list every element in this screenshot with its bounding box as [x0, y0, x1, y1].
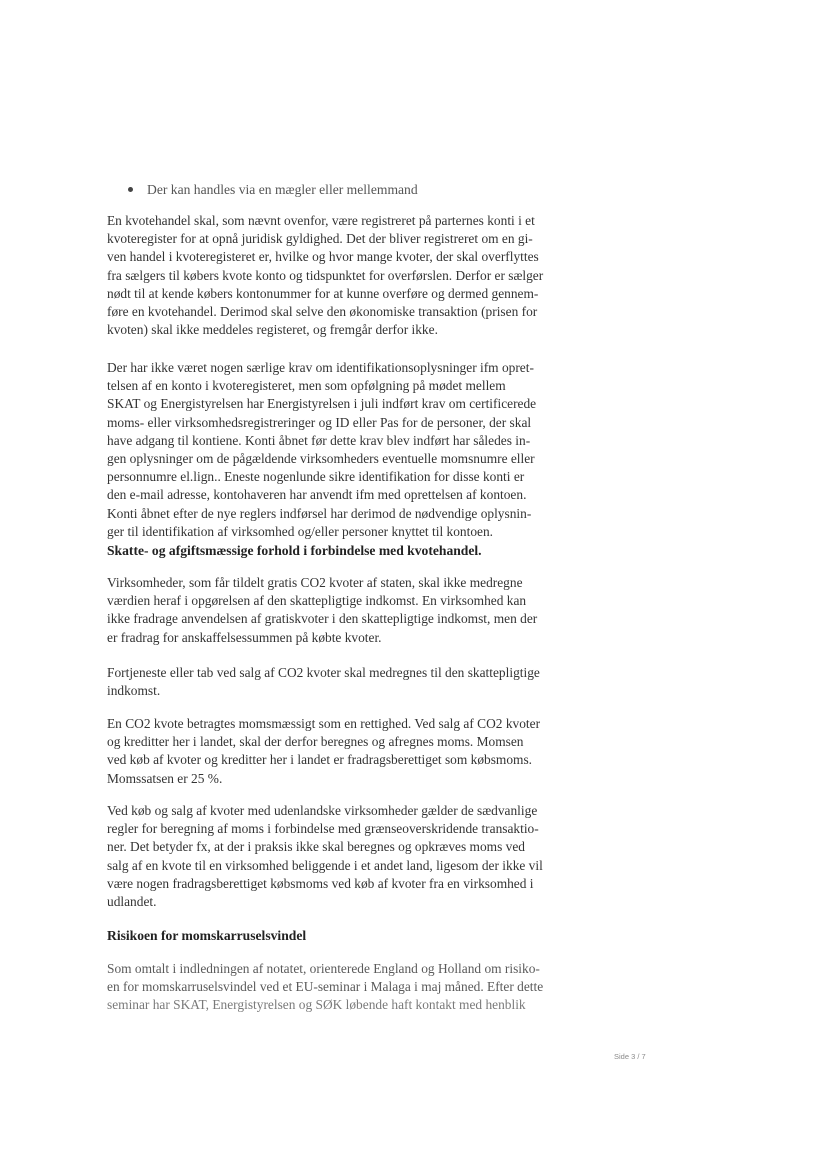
section-heading-risiko: Risikoen for momskarruselsvindel [107, 928, 307, 943]
text-line: føre en kvotehandel. Derimod skal selve den økonomiske transaktion (prisen for [107, 304, 538, 320]
text-line: En kvotehandel skal, som nævnt ovenfor, være registreret på parternes konti i et [107, 213, 535, 228]
text-line: Konti åbnet efter de nye reglers indførsel har derimod de nødvendige oplysnin- [107, 505, 532, 521]
text-line: moms- eller virksomhedsregistreringer og ID eller Pas for de personer, der skal [107, 414, 532, 430]
text-line: Fortjeneste eller tab ved salg af CO2 kvoter skal medregnes til den skattepligtige [107, 665, 540, 680]
text-line: Momssatsen er 25 %. [107, 770, 223, 786]
bullet-text: Der kan handles via en mægler eller mellemmand [147, 182, 418, 197]
paragraph-udenlandske-virksomheder [107, 802, 607, 911]
text-line: værdien heraf i opgørelsen af den skattepligtige indkomst. En virksomhed kan [107, 593, 527, 609]
text-line: regler for beregning af moms i forbindelse med grænseoverskridende transaktio- [107, 821, 539, 837]
paragraph-kvotehandel-registrering [107, 212, 607, 339]
text-line: ikke fradrage anvendelsen af gratiskvoter i den skattepligtige indkomst, men der [107, 611, 538, 627]
text-line: ner. Det betyder fx, at der i praksis ikke skal beregnes og opkræves moms ved [107, 839, 525, 855]
text-line: En CO2 kvote betragtes momsmæssigt som en rettighed. Ved salg af CO2 kvoter [107, 716, 541, 731]
bullet-icon [128, 187, 133, 192]
text-line: telsen af en konto i kvoteregisteret, men som opfølgning på mødet mellem [107, 378, 506, 394]
text-line: indkomst. [107, 683, 161, 699]
section-heading-skatteforhold: Skatte- og afgiftsmæssige forhold i forbindelse med kvotehandel. [107, 543, 482, 558]
page-number: Side 3 / 7 [614, 1052, 646, 1061]
text-line: er fradrag for anskaffelsessummen på købte kvoter. [107, 629, 382, 645]
text-line: Ved køb og salg af kvoter med udenlandske virksomheder gælder de sædvanlige [107, 803, 538, 818]
text-line: kvoteregister for at opnå juridisk gyldighed. Det der bliver registreret om en gi- [107, 231, 533, 247]
text-line: ved køb af kvoter og kreditter her i landet er fradragsberettiget som købsmoms. [107, 752, 533, 768]
text-line: SKAT og Energistyrelsen har Energistyrelsen i juli indført krav om certificerede [107, 396, 537, 412]
text-line: personnumre el.lign.. Eneste nogenlunde sikre identifikation for disse konti er [107, 469, 525, 485]
text-line: salg af en kvote til en virksomhed beliggende i et andet land, ligesom der ikke vil [107, 857, 543, 873]
paragraph-fortjeneste [107, 664, 607, 700]
paragraph-gratiskvoter [107, 574, 607, 647]
text-line: gen oplysninger om de pågældende virksomheders eventuelle momsnumre eller [107, 451, 535, 467]
text-line: og kreditter her i landet, skal der derfor beregnes og afregnes moms. Momsen [107, 734, 524, 750]
text-line: den e-mail adresse, kontohaveren har anvendt ifm med oprettelsen af kontoen. [107, 487, 527, 503]
text-line: ger til identifikation af virksomhed og/eller personer knyttet til kontoen. [107, 523, 494, 539]
text-line: udlandet. [107, 894, 157, 910]
text-line: en for momskarruselsvindel ved et EU-seminar i Malaga i maj måned. Efter dette [107, 979, 544, 995]
text-line: Som omtalt i indledningen af notatet, orienterede England og Holland om risiko- [107, 961, 540, 976]
text-line: Der har ikke været nogen særlige krav om identifikationsoplysninger ifm opret- [107, 360, 534, 375]
bullet-item [128, 181, 418, 199]
text-line: ven handel i kvoteregisteret er, hvilke og hvor mange kvoter, der skal overflyttes [107, 249, 539, 265]
text-line: fra sælgers til købers kvote konto og tidspunktet for overførslen. Derfor er sælger [107, 267, 544, 283]
text-line: kvoten) skal ikke meddeles registeret, og fremgår derfor ikke. [107, 322, 438, 338]
text-line: seminar har SKAT, Energistyrelsen og SØK løbende haft kontakt med henblik [107, 997, 526, 1013]
paragraph-risiko-intro [107, 960, 607, 1015]
text-line: have adgang til kontiene. Konti åbnet før dette krav blev indført har således in- [107, 432, 531, 448]
text-line: Virksomheder, som får tildelt gratis CO2 kvoter af staten, skal ikke medregne [107, 575, 523, 590]
text-line: være nogen fradragsberettiget købsmoms ved køb af kvoter fra en virksomhed i [107, 875, 534, 891]
text-line: nødt til at kende købers kontonummer for at kunne overføre og dermed gennem- [107, 285, 539, 301]
paragraph-moms [107, 715, 607, 788]
paragraph-identifikation [107, 359, 607, 541]
